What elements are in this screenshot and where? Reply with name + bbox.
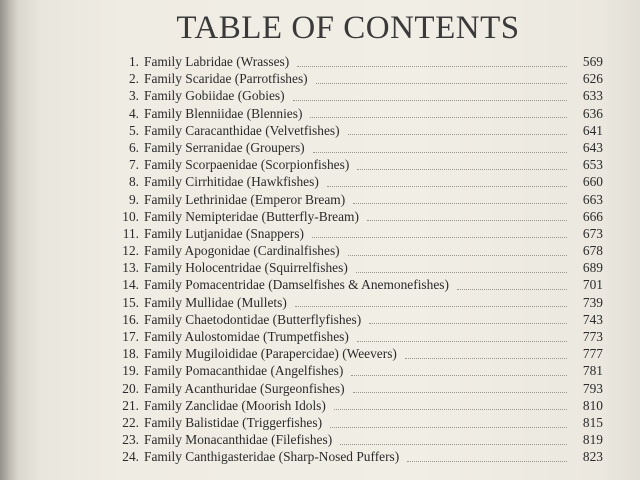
entry-page: 641 (582, 122, 603, 138)
toc-entry (113, 156, 603, 173)
toc-entry (113, 122, 603, 139)
entry-title: Family Apogonidae (Cardinalfishes) (144, 243, 340, 259)
dot-leader (312, 236, 567, 238)
toc-entry (113, 431, 603, 448)
entry-number: 17. (122, 329, 139, 344)
entry-title: Family Pomacanthidae (Angelfishes) (144, 363, 344, 379)
entry-title: Family Lutjanidae (Snappers) (144, 225, 304, 241)
dot-leader (334, 408, 567, 410)
entry-number: 10. (122, 208, 139, 224)
dot-leader (327, 185, 567, 187)
dot-leader (367, 219, 567, 221)
dot-leader (457, 288, 567, 290)
entry-page: 701 (582, 277, 603, 293)
entry-page: 739 (582, 294, 603, 310)
toc-entry (113, 87, 603, 104)
entry-number: 21. (122, 397, 139, 413)
toc-entry (113, 105, 603, 122)
dot-leader (353, 391, 567, 393)
entry-title: Family Serranidae (Groupers) (144, 139, 305, 155)
entry-page: 793 (582, 380, 603, 396)
dot-leader (356, 271, 567, 273)
entry-title: Family Labridae (Wrasses) (144, 54, 290, 69)
entry-title: Family Caracanthidae (Velvetfishes) (144, 122, 340, 138)
entry-number: 6. (128, 139, 139, 155)
dot-leader (357, 340, 567, 342)
toc-entry (113, 70, 603, 87)
entry-page: 653 (582, 157, 603, 173)
toc-entry (113, 242, 603, 259)
entry-page: 643 (582, 139, 603, 155)
toc-entry (113, 191, 603, 208)
entry-number: 22. (122, 414, 139, 430)
dot-leader (340, 443, 567, 445)
entry-page: 633 (582, 88, 603, 104)
entry-number: 8. (128, 174, 139, 190)
entry-page: 569 (582, 54, 603, 69)
page-title: TABLE OF CONTENTS (176, 10, 520, 46)
entry-title: Family Monacanthidae (Filefishes) (144, 432, 333, 448)
entry-page: 673 (582, 225, 603, 241)
toc-entry (113, 225, 603, 242)
dot-leader (351, 374, 567, 376)
toc-entry (113, 259, 603, 276)
entry-page: 773 (582, 329, 603, 344)
toc-entry (113, 414, 603, 431)
toc-entry (113, 448, 603, 465)
entry-page: 815 (582, 414, 603, 430)
dot-leader (407, 460, 567, 462)
entry-title: Family Balistidae (Triggerfishes) (144, 414, 323, 430)
entry-title: Family Pomacentridae (Damselfishes & Anemonefishes) (144, 277, 449, 293)
entry-number: 2. (128, 71, 139, 87)
entry-page: 666 (582, 208, 603, 224)
entry-page: 819 (582, 432, 603, 448)
entry-number: 24. (122, 449, 139, 465)
entry-number: 5. (128, 122, 139, 138)
toc-entry (113, 397, 603, 414)
toc-entry (113, 53, 603, 70)
entry-page: 777 (582, 346, 603, 362)
entry-title: Family Mugiloididae (Parapercidae) (Weevers) (144, 346, 397, 362)
dot-leader (295, 305, 567, 307)
entry-title: Family Nemipteridae (Butterfly-Bream) (144, 208, 359, 224)
entry-page: 663 (582, 191, 603, 207)
entry-number: 12. (122, 243, 139, 259)
toc-entry (113, 311, 603, 328)
entry-number: 13. (122, 260, 139, 276)
entry-number: 14. (122, 277, 139, 293)
entry-number: 20. (122, 380, 139, 396)
entry-title: Family Scaridae (Parrotfishes) (144, 71, 308, 87)
dot-leader (293, 99, 567, 101)
dot-leader (357, 168, 567, 170)
entry-number: 16. (122, 311, 139, 327)
toc-entry (113, 380, 603, 397)
entry-page: 823 (582, 449, 603, 465)
entry-number: 1. (128, 54, 139, 69)
entry-page: 689 (582, 260, 603, 276)
toc-entry (113, 173, 603, 190)
entry-title: Family Aulostomidae (Trumpetfishes) (144, 329, 349, 344)
entry-number: 15. (122, 294, 139, 310)
entry-page: 626 (582, 71, 603, 87)
entry-page: 810 (582, 397, 603, 413)
entry-number: 4. (128, 105, 139, 121)
entry-page: 636 (582, 105, 603, 121)
dot-leader (348, 133, 567, 135)
toc-entry (113, 276, 603, 293)
entry-page: 743 (582, 311, 603, 327)
entry-number: 18. (122, 346, 139, 362)
entry-title: Family Acanthuridae (Surgeonfishes) (144, 380, 345, 396)
toc-entry (113, 328, 603, 345)
toc-entry (113, 139, 603, 156)
entry-number: 23. (122, 432, 139, 448)
toc-entry (113, 362, 603, 379)
dot-leader (369, 322, 567, 324)
toc-list (113, 53, 603, 466)
entry-title: Family Gobiidae (Gobies) (144, 88, 285, 104)
entry-page: 678 (582, 243, 603, 259)
entry-number: 7. (128, 157, 139, 173)
entry-page: 781 (582, 363, 603, 379)
dot-leader (313, 151, 567, 153)
entry-number: 19. (122, 363, 139, 379)
dot-leader (405, 357, 567, 359)
entry-number: 11. (122, 225, 139, 241)
entry-page: 660 (582, 174, 603, 190)
entry-number: 9. (128, 191, 139, 207)
dot-leader (316, 82, 567, 84)
toc-entry (113, 208, 603, 225)
entry-title: Family Scorpaenidae (Scorpionfishes) (144, 157, 350, 173)
entry-title: Family Blenniidae (Blennies) (144, 105, 303, 121)
toc-entry (113, 294, 603, 311)
dot-leader (297, 65, 567, 67)
dot-leader (310, 116, 567, 118)
toc-entry (113, 345, 603, 362)
dot-leader (330, 426, 567, 428)
entry-title: Family Zanclidae (Moorish Idols) (144, 397, 326, 413)
dot-leader (353, 202, 567, 204)
entry-title: Family Cirrhitidae (Hawkfishes) (144, 174, 319, 190)
book-gutter-shadow (0, 0, 18, 480)
entry-title: Family Lethrinidae (Emperor Bream) (144, 191, 346, 207)
entry-title: Family Canthigasteridae (Sharp-Nosed Puffers) (144, 449, 400, 465)
entry-number: 3. (128, 88, 139, 104)
entry-title: Family Holocentridae (Squirrelfishes) (144, 260, 348, 276)
dot-leader (348, 254, 567, 256)
entry-title: Family Mullidae (Mullets) (144, 294, 287, 310)
entry-title: Family Chaetodontidae (Butterflyfishes) (144, 311, 362, 327)
